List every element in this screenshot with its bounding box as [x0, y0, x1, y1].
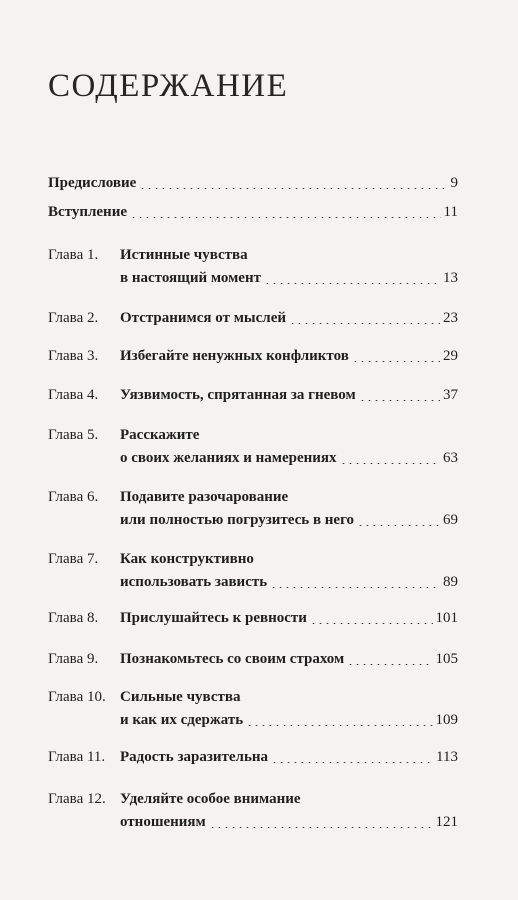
page-number: 23: [443, 310, 458, 326]
entry-title: Избегайте ненужных конфликтов: [120, 348, 349, 364]
entry-title: Уязвимость, спрятанная за гневом: [120, 387, 356, 403]
entry-title: Вступление: [48, 204, 127, 220]
dot-leader: [352, 361, 440, 362]
entry-title: Познакомьтесь со своим страхом: [120, 651, 345, 667]
entry-title-line: Сильные чувства: [120, 689, 241, 705]
dot-leader: [347, 664, 432, 665]
page-number: 13: [443, 270, 458, 286]
entry-title-line: Как конструктивно: [120, 551, 254, 567]
entry-title: использовать зависть: [120, 574, 268, 590]
entry-title: Прислушайтесь к ревности: [120, 610, 307, 626]
dot-leader: [264, 283, 440, 284]
chapter-label: Глава 7.: [48, 551, 99, 567]
page-number: 121: [435, 814, 458, 830]
chapter-label: Глава 10.: [48, 689, 106, 705]
page-number: 63: [443, 450, 458, 466]
entry-title-line: Расскажите: [120, 427, 200, 443]
chapter-label: Глава 1.: [48, 247, 99, 263]
dot-leader: [139, 188, 447, 189]
chapter-label: Глава 9.: [48, 651, 99, 667]
chapter-label: Глава 12.: [48, 791, 106, 807]
dot-leader: [130, 217, 441, 218]
dot-leader: [246, 725, 432, 726]
chapter-label: Глава 11.: [48, 749, 106, 765]
entry-title-line: Истинные чувства: [120, 247, 248, 263]
page-number: 9: [450, 175, 458, 191]
dot-leader: [359, 400, 440, 401]
dot-leader: [271, 762, 433, 763]
page-number: 101: [435, 610, 458, 626]
entry-title: в настоящий момент: [120, 270, 261, 286]
dot-leader: [289, 323, 440, 324]
page-number: 69: [443, 512, 458, 528]
entry-title: и как их сдержать: [120, 712, 244, 728]
dot-leader: [340, 463, 440, 464]
page-number: 29: [443, 348, 458, 364]
chapter-label: Глава 8.: [48, 610, 99, 626]
page-number: 105: [435, 651, 458, 667]
entry-title: или полностью погрузитесь в него: [120, 512, 355, 528]
page-number: 37: [443, 387, 458, 403]
dot-leader: [209, 827, 433, 828]
page-number: 113: [436, 749, 458, 765]
entry-title: Отстранимся от мыслей: [120, 310, 287, 326]
chapter-label: Глава 6.: [48, 489, 99, 505]
entry-title: о своих желаниях и намерениях: [120, 450, 337, 466]
entry-title-line: Подавите разочарование: [120, 489, 289, 505]
chapter-label: Глава 4.: [48, 387, 99, 403]
entry-title-line: Уделяйте особое внимание: [120, 791, 301, 807]
entry-title: Радость заразительна: [120, 749, 269, 765]
chapter-label: Глава 5.: [48, 427, 99, 443]
page-number: 89: [443, 574, 458, 590]
dot-leader: [357, 525, 440, 526]
page-number: 109: [435, 712, 458, 728]
page-number: 11: [443, 204, 458, 220]
chapter-label: Глава 3.: [48, 348, 99, 364]
page-title: СОДЕРЖАНИЕ: [48, 68, 289, 104]
dot-leader: [310, 623, 433, 624]
entry-title: Предисловие: [48, 175, 137, 191]
chapter-label: Глава 2.: [48, 310, 99, 326]
entry-title: отношениям: [120, 814, 206, 830]
dot-leader: [270, 587, 440, 588]
